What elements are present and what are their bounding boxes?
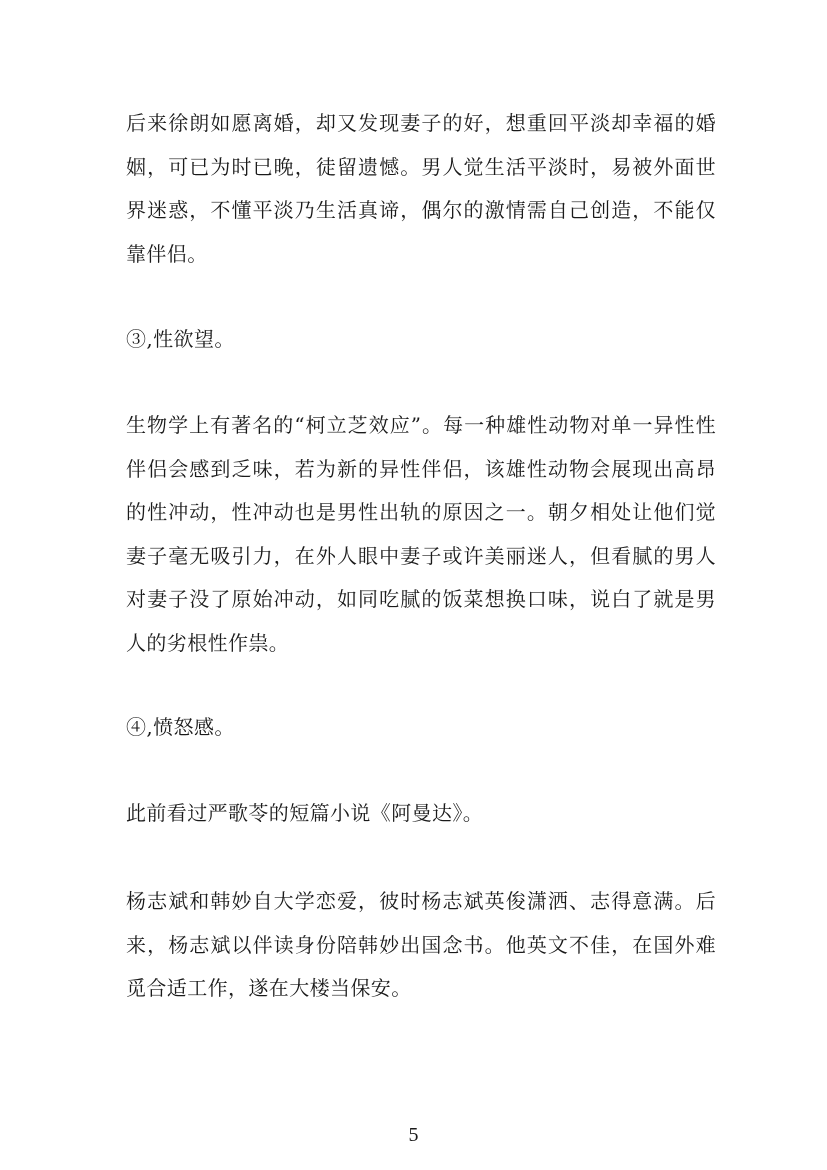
paragraph-yang-zhibin: 杨志斌和韩妙自大学恋爱，彼时杨志斌英俊潇洒、志得意满。后来，杨志斌以伴读身份陪韩妙出国念书。他英文不佳，在国外难觅合适工作，遂在大楼当保安。 [126, 889, 716, 1000]
paragraph-amanda-novel: 此前看过严歌苓的短篇小说《阿曼达》。 [126, 801, 484, 825]
section-heading-sexual-desire: ③,性欲望。 [126, 327, 235, 351]
page-number: 5 [408, 1124, 419, 1146]
section-heading-anger: ④,愤怒感。 [126, 715, 235, 739]
paragraph-xu-lang-divorce: 后来徐朗如愿离婚，却又发现妻子的好，想重回平淡却幸福的婚姻，可已为时已晚，徒留遗憾。男人觉生活平淡时，易被外面世界迷惑，不懂平淡乃生活真谛，偶尔的激情需自己创造，不能仅靠伴侣。 [126, 111, 716, 266]
paragraph-coolidge-effect: 生物学上有著名的“柯立芝效应”。每一种雄性动物对单一异性性伴侣会感到乏味，若为新的异性伴侣，该雄性动物会展现出高昂的性冲动，性冲动也是男性出轨的原因之一。朝夕相处让他们觉妻子毫无吸引力，在外人眼中妻子或许美丽迷人，但看腻的男人对妻子没了原始冲动，如同吃腻的饭菜想换口味，说白了就是男人的劣根性作祟。 [126, 413, 716, 655]
